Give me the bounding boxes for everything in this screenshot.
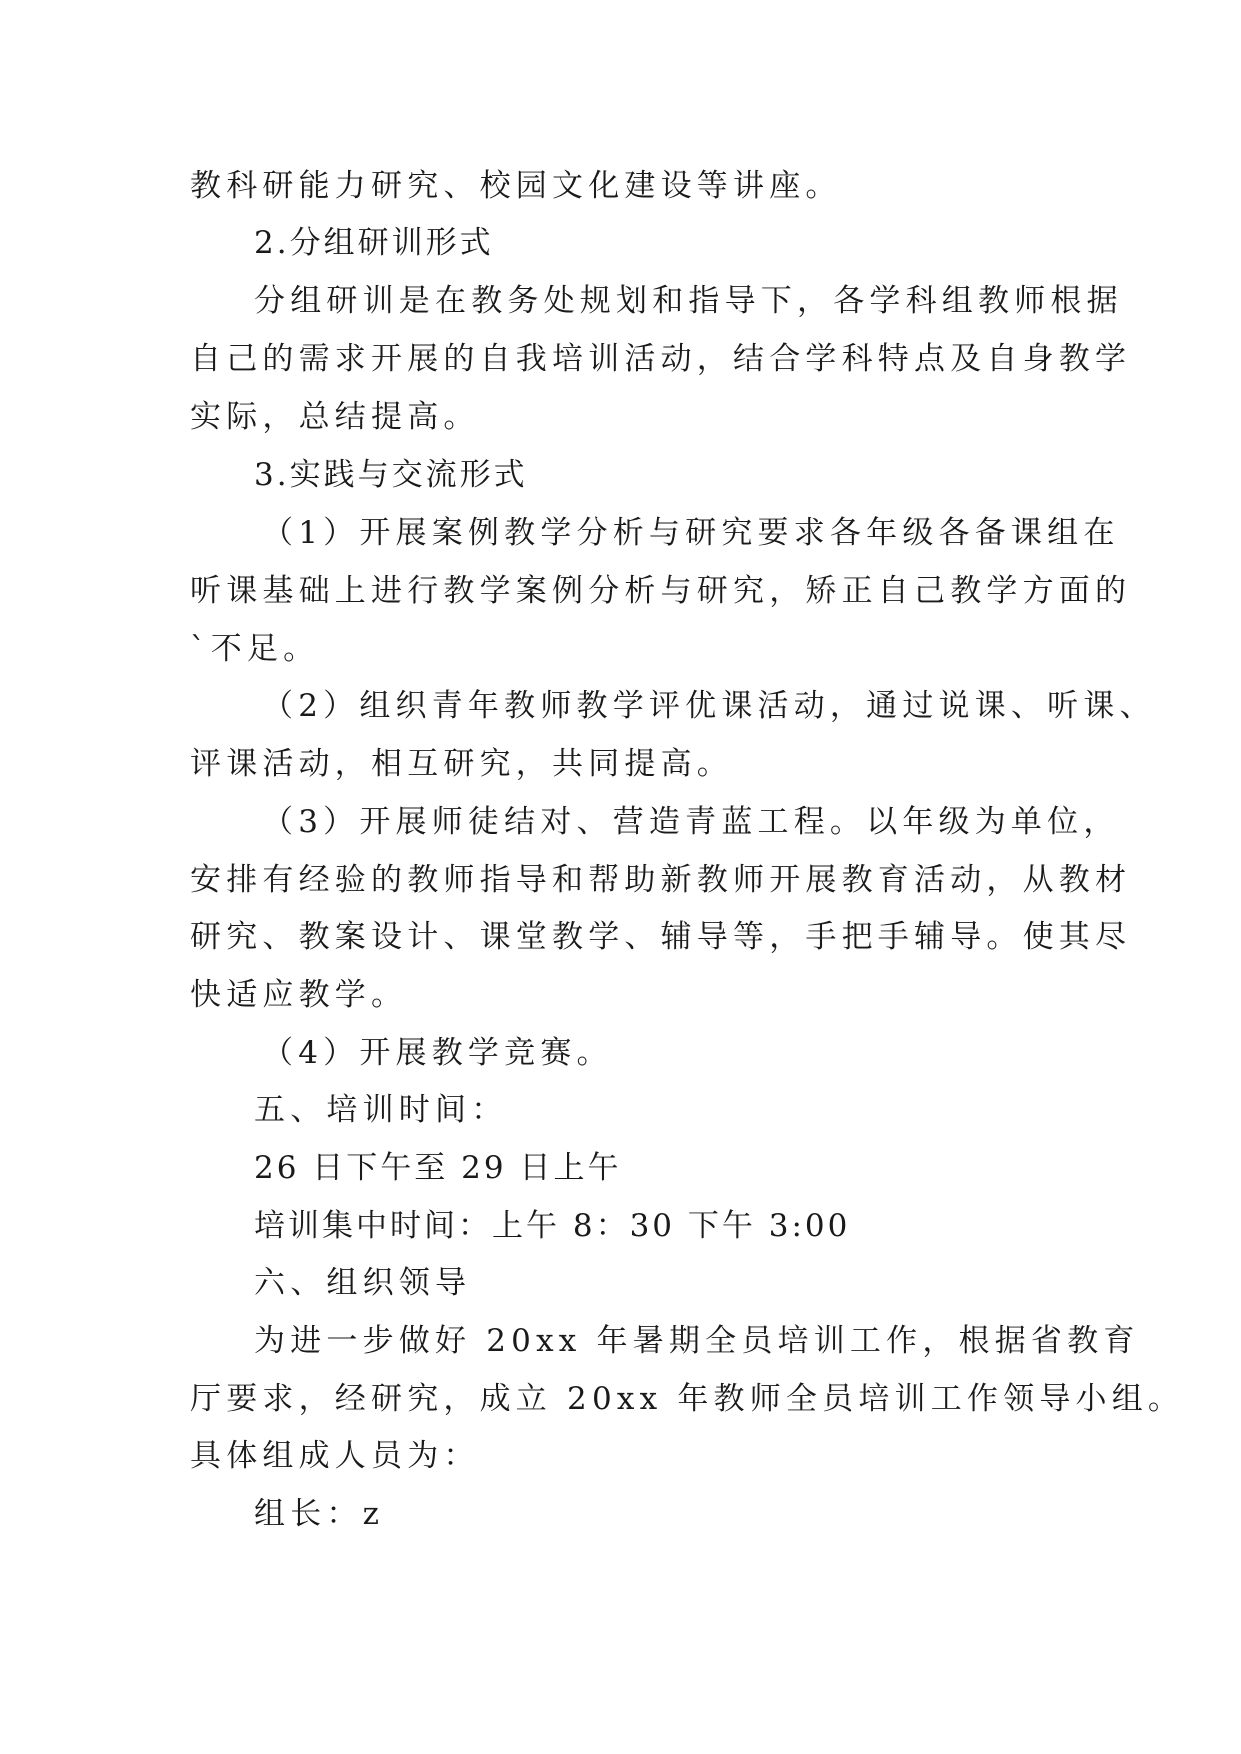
section-heading: 六、组织领导 [254,1265,472,1301]
list-item: （3）开展师徒结对、营造青蓝工程。以年级为单位， [262,804,1120,840]
paragraph-line: 评课活动，相互研究，共同提高。 [190,746,733,782]
paragraph-line: 具体组成人员为： [190,1438,480,1474]
paragraph-line: 安排有经验的教师指导和帮助新教师开展教育活动，从教材 [190,862,1132,898]
paragraph-line: 培训集中时间：上午 8：30 下午 3:00 [254,1208,851,1244]
paragraph-line: 教科研能力研究、校园文化建设等讲座。 [190,168,842,204]
section-heading: 五、培训时间： [254,1092,508,1128]
list-item: （2）组织青年教师教学评优课活动，通过说课、听课、 [262,688,1156,724]
paragraph-line: 听课基础上进行教学案例分析与研究，矫正自己教学方面的 [190,573,1132,609]
list-item: （4）开展教学竞赛。 [262,1035,613,1071]
paragraph-line: 为进一步做好 20xx 年暑期全员培训工作，根据省教育 [254,1323,1140,1359]
paragraph-line: 快适应教学。 [190,977,408,1013]
paragraph-line: 组长：z [254,1496,385,1532]
paragraph-line: `不足。 [190,631,320,667]
section-heading: 2.分组研训形式 [254,225,494,261]
paragraph-line: 分组研训是在教务处规划和指导下，各学科组教师根据 [254,283,1123,319]
paragraph-line: 实际，总结提高。 [190,399,480,435]
list-item: （1）开展案例教学分析与研究要求各年级各备课组在 [262,515,1120,551]
paragraph-line: 研究、教案设计、课堂教学、辅导等，手把手辅导。使其尽 [190,919,1132,955]
paragraph-line: 26 日下午至 29 日上午 [254,1150,622,1186]
paragraph-line: 厅要求，经研究，成立 20xx 年教师全员培训工作领导小组。 [190,1381,1185,1417]
section-heading: 3.实践与交流形式 [254,457,528,493]
paragraph-line: 自己的需求开展的自我培训活动，结合学科特点及自身教学 [190,341,1132,377]
